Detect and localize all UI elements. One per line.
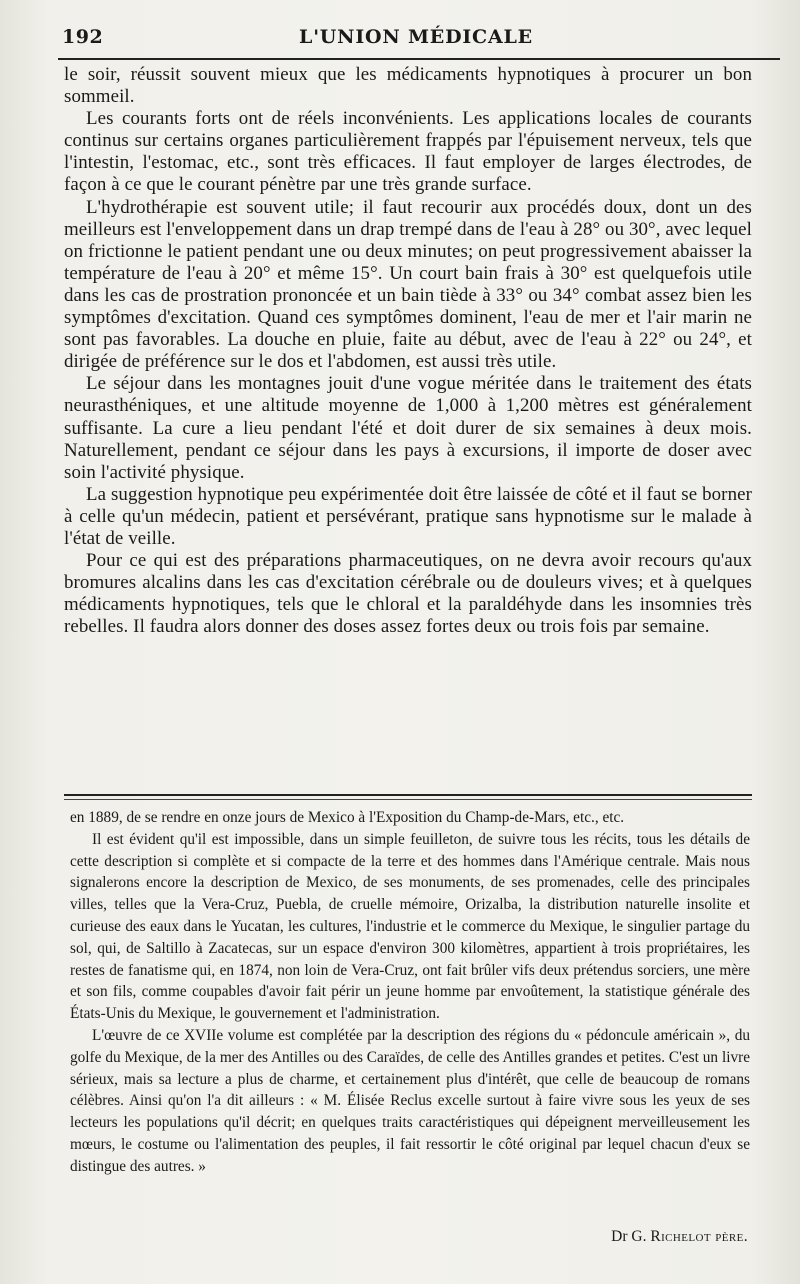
- signature: [611, 1228, 748, 1246]
- paragraph: le soir, réussit souvent mieux que les médicaments hypnotiques à procurer un bon sommeil.: [64, 64, 752, 108]
- feuilleton-separator: [64, 794, 752, 800]
- paragraph: Le séjour dans les montagnes jouit d'une vogue méritée dans le traitement des états neurasthéniques, et une altitude moyenne de 1,000 à 1,200 mètres est généralement suffisante. La cure a lieu pendant l'été et doit durer de six semaines à deux mois. Naturellement, pendant ce séjour dans les pays à excursions, il importe de doser avec soin l'activité physique.: [64, 373, 752, 483]
- main-text: [64, 64, 752, 638]
- footnote-paragraph: Il est évident qu'il est impossible, dans un simple feuilleton, de suivre tous les récits, tous les détails de cette description si complète et si compacte de la terre et des hommes dans l'Amérique centrale. Mais nous signalerons encore la description de Mexico, de ses monuments, de ses promenades, celle des principales villes, telles que la Vera-Cruz, Puebla, de cruelle mémoire, Orizalba, la distribution naturelle insolite et curieuse des eaux dans le Yucatan, les cultures, l'industrie et le commerce du Mexique, le singulier partage du sol, qui, de Saltillo à Zacatecas, sur un espace d'environ 300 kilomètres, appartient à trois propriétaires, les restes de fanatisme qui, en 1874, non loin de Vera-Cruz, ont fait brûler vifs deux prétendus sorciers, une mère et son fils, comme coupables d'avoir fait périr un jeune homme par envoûtement, la statistique générale des États-Unis du Mexique, le gouvernement et l'administration.: [70, 830, 750, 1023]
- running-title: L'UNION MÉDICALE: [299, 26, 533, 48]
- paragraph: L'hydrothérapie est souvent utile; il faut recourir aux procédés doux, dont un des meilleurs est l'enveloppement dans un drap trempé dans de l'eau à 28° ou 30°, avec lequel on frictionne le patient pendant une ou deux minutes; on peut progressivement abaisser la température de l'eau à 20° et même 15°. Un court bain frais à 30° est quelquefois utile dans les cas de prostration prononcée et un bain tiède à 33° ou 34° combat assez bien les symptômes d'excitation. Quand ces symptômes dominent, l'eau de mer et l'air marin ne sont pas favorables. La douche en pluie, faite au début, avec de l'eau à 22° ou 24°, et dirigée de préférence sur le dos et l'abdomen, est aussi très utile.: [64, 196, 752, 373]
- paragraph: Pour ce qui est des préparations pharmaceutiques, on ne devra avoir recours qu'aux bromures alcalins dans les cas d'excitation cérébrale ou de douleurs vives; et à quelques médicaments hypnotiques, tels que le chloral et la paraldéhyde dans les insomnies très rebelles. Il faudra alors donner des doses assez fortes deux ou trois fois par semaine.: [64, 550, 752, 638]
- footnote-paragraph: en 1889, de se rendre en onze jours de Mexico à l'Exposition du Champ-de-Mars, etc., etc.: [70, 809, 625, 826]
- paragraph: La suggestion hypnotique peu expérimentée doit être laissée de côté et il faut se borner à celle qu'un médecin, patient et persévérant, pratique sans hypnotisme sur le malade à l'état de veille.: [64, 483, 752, 549]
- header-rule: [58, 58, 780, 60]
- page-number: 192: [62, 26, 104, 48]
- feuilleton-text: [70, 807, 750, 1178]
- footnote-paragraph: L'œuvre de ce XVIIe volume est complétée par la description des régions du « pédoncule américain », du golfe du Mexique, de la mer des Antilles ou des Caraïdes, de celle des Antilles grandes et petites. C'est un livre sérieux, mais sa lecture a plus de charme, et certainement plus d'intérêt, que celle de beaucoup de romans célèbres. Ainsi qu'on l'a dit ailleurs : « M. Élisée Reclus excelle surtout à faire vivre sous les yeux de ses lecteurs les populations qu'il décrit; en quelques traits caractéristiques qui dépeignent merveilleusement les mœurs, le costume ou l'alimentation des peuples, il fait ressortir le côté original par lequel chacun d'eux se distingue des autres. »: [70, 1026, 750, 1175]
- paragraph: Les courants forts ont de réels inconvénients. Les applications locales de courants continus sur certains organes particulièrement frappés par l'épuisement nerveux, tels que l'intestin, l'estomac, etc., sont très efficaces. Il faut employer de larges électrodes, de façon à ce que le courant pénètre par une très grande surface.: [64, 108, 752, 196]
- signature-prefix: Dr G.: [611, 1228, 647, 1245]
- signature-name: Richelot père.: [650, 1228, 748, 1245]
- page-header: [62, 22, 770, 58]
